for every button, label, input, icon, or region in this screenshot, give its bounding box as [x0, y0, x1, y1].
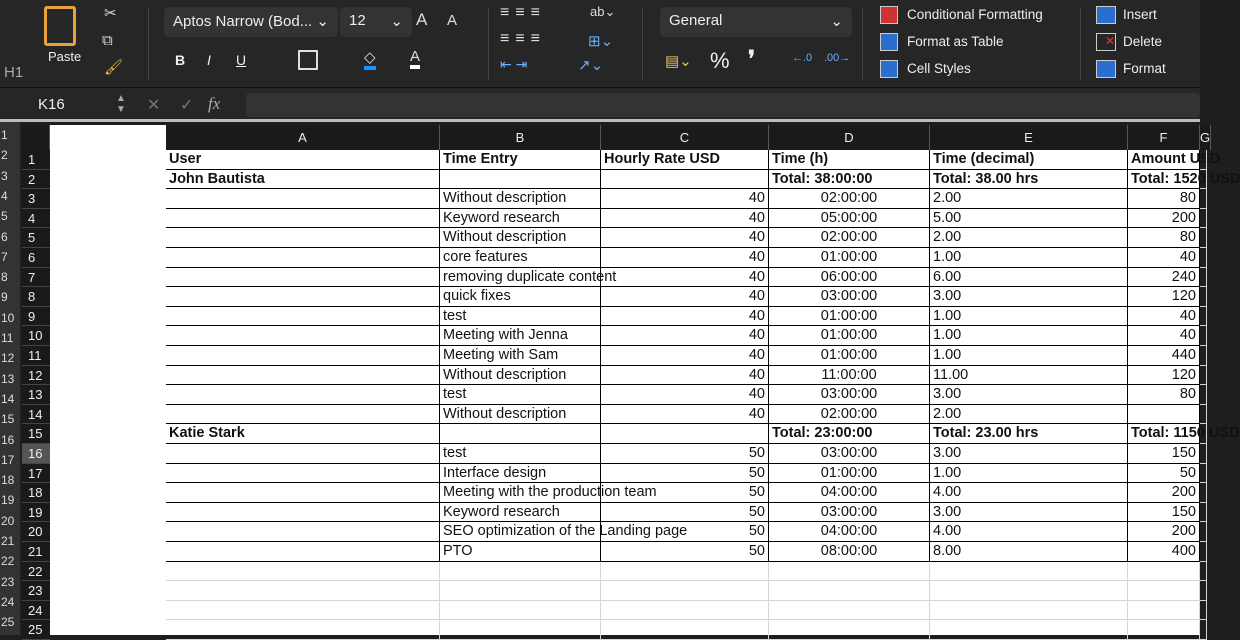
cell[interactable]: [1200, 424, 1207, 444]
cell[interactable]: [1200, 366, 1207, 386]
cell[interactable]: [930, 581, 1128, 601]
cell[interactable]: Interface design: [440, 464, 601, 484]
font-name: Aptos Narrow (Bod...: [173, 13, 313, 30]
background-row-number: 13: [1, 371, 15, 386]
background-row-headers: [0, 122, 20, 635]
cell[interactable]: [1200, 542, 1207, 562]
orientation-icon[interactable]: ↗⌄: [578, 57, 604, 74]
row-header[interactable]: 8: [22, 287, 50, 307]
italic-button[interactable]: I: [207, 52, 211, 68]
cell[interactable]: [166, 503, 440, 523]
background-row-number: 15: [1, 412, 15, 427]
cell[interactable]: [1200, 601, 1207, 621]
cell[interactable]: [1128, 581, 1200, 601]
enter-icon[interactable]: ✓: [180, 97, 194, 114]
cell[interactable]: test: [440, 307, 601, 327]
copy-icon[interactable]: ⧉: [102, 32, 113, 49]
cell[interactable]: [930, 601, 1128, 621]
cell[interactable]: Total: 23:00:00: [769, 424, 930, 444]
cell[interactable]: 40: [601, 346, 769, 366]
cell[interactable]: [440, 562, 601, 582]
cell[interactable]: 50: [601, 444, 769, 464]
column-header-D[interactable]: D: [769, 125, 930, 150]
cell[interactable]: 40: [601, 228, 769, 248]
cell[interactable]: 05:00:00: [769, 209, 930, 229]
cell[interactable]: [440, 581, 601, 601]
cell[interactable]: User: [166, 150, 440, 170]
background-row-number: 17: [1, 452, 15, 467]
cell[interactable]: [1128, 601, 1200, 621]
cell[interactable]: [1128, 562, 1200, 582]
row-header[interactable]: 9: [22, 307, 50, 327]
cell[interactable]: 1.00: [930, 346, 1128, 366]
cell[interactable]: [166, 385, 440, 405]
row-header[interactable]: 17: [22, 464, 50, 484]
cell[interactable]: 01:00:00: [769, 248, 930, 268]
ribbon: [0, 0, 1200, 88]
cell[interactable]: 4.00: [930, 522, 1128, 542]
row-header[interactable]: 23: [22, 581, 50, 601]
cell[interactable]: test: [440, 444, 601, 464]
cell[interactable]: 01:00:00: [769, 464, 930, 484]
cell[interactable]: [166, 464, 440, 484]
spreadsheet-grid[interactable]: [22, 125, 1240, 638]
cell[interactable]: 5.00: [930, 209, 1128, 229]
cell[interactable]: 240: [1128, 268, 1200, 288]
cell[interactable]: [440, 620, 601, 640]
cell[interactable]: 1.00: [930, 326, 1128, 346]
cell[interactable]: 50: [1128, 464, 1200, 484]
borders-icon[interactable]: [298, 50, 318, 70]
row-header[interactable]: 21: [22, 542, 50, 562]
cell[interactable]: 80: [1128, 385, 1200, 405]
background-row-number: 10: [1, 310, 15, 325]
column-header-E[interactable]: E: [930, 125, 1128, 150]
cell[interactable]: [166, 346, 440, 366]
cell[interactable]: [166, 326, 440, 346]
cell[interactable]: [1200, 581, 1207, 601]
background-row-number: 2: [1, 148, 8, 163]
paste-icon[interactable]: [44, 6, 76, 46]
cell[interactable]: 80: [1128, 228, 1200, 248]
cell[interactable]: 8.00: [930, 542, 1128, 562]
cell[interactable]: 40: [601, 209, 769, 229]
cell[interactable]: 03:00:00: [769, 503, 930, 523]
cell[interactable]: [166, 228, 440, 248]
background-label: H1: [4, 64, 24, 81]
row-header[interactable]: 12: [22, 366, 50, 386]
cell[interactable]: 50: [601, 522, 769, 542]
cell[interactable]: [769, 620, 930, 640]
cell[interactable]: [1200, 503, 1207, 523]
cell[interactable]: 02:00:00: [769, 189, 930, 209]
bold-button[interactable]: B: [175, 52, 186, 68]
background-row-number: 8: [1, 270, 8, 285]
cell[interactable]: Time (h): [769, 150, 930, 170]
cell[interactable]: 200: [1128, 209, 1200, 229]
decrease-font-icon[interactable]: A: [447, 12, 458, 29]
cell[interactable]: [166, 483, 440, 503]
cell[interactable]: [166, 620, 440, 640]
row-header[interactable]: 18: [22, 483, 50, 503]
number-format-select[interactable]: General ⌄: [660, 7, 852, 37]
underline-button[interactable]: U: [236, 52, 247, 68]
cell[interactable]: [166, 581, 440, 601]
background-row-number: 4: [1, 188, 8, 203]
cell[interactable]: [769, 601, 930, 621]
cell[interactable]: [769, 562, 930, 582]
cell[interactable]: 1.00: [930, 464, 1128, 484]
row-header[interactable]: 3: [22, 189, 50, 209]
cell[interactable]: 04:00:00: [769, 483, 930, 503]
cell[interactable]: 50: [601, 542, 769, 562]
formula-input[interactable]: [246, 93, 1200, 117]
cell[interactable]: [601, 581, 769, 601]
column-header-F[interactable]: F: [1128, 125, 1200, 150]
cell[interactable]: John Bautista: [166, 170, 440, 190]
cell[interactable]: [601, 620, 769, 640]
number-format: General: [669, 12, 723, 29]
background-row-number: 9: [1, 290, 8, 305]
format-button[interactable]: Format: [1123, 61, 1166, 76]
row-header[interactable]: 13: [22, 385, 50, 405]
decrease-decimal-icon[interactable]: .00→: [824, 52, 851, 64]
cell[interactable]: 50: [601, 483, 769, 503]
cell[interactable]: 11:00:00: [769, 366, 930, 386]
background-row-number: 1: [1, 128, 8, 142]
row-header[interactable]: 1: [22, 150, 50, 170]
cell[interactable]: 06:00:00: [769, 268, 930, 288]
cell[interactable]: 11.00: [930, 366, 1128, 386]
insert-button[interactable]: Insert: [1123, 7, 1157, 22]
cell[interactable]: 02:00:00: [769, 228, 930, 248]
percent-button[interactable]: %: [710, 48, 730, 73]
cell[interactable]: [1128, 620, 1200, 640]
indent-icons[interactable]: ⇤ ⇥: [500, 56, 528, 72]
cell[interactable]: 02:00:00: [769, 405, 930, 425]
cell[interactable]: [166, 307, 440, 327]
cell[interactable]: [601, 424, 769, 444]
cell[interactable]: 40: [601, 366, 769, 386]
background-row-number: 11: [1, 331, 14, 345]
cell[interactable]: 200: [1128, 483, 1200, 503]
cell[interactable]: [166, 542, 440, 562]
row-header[interactable]: 24: [22, 601, 50, 621]
cell[interactable]: 4.00: [930, 483, 1128, 503]
conditional-formatting-icon: [880, 6, 898, 24]
background-row-number: 22: [1, 554, 15, 569]
cell[interactable]: 40: [601, 385, 769, 405]
cell[interactable]: test: [440, 385, 601, 405]
cell[interactable]: [1200, 287, 1207, 307]
cell[interactable]: 3.00: [930, 444, 1128, 464]
cell[interactable]: [1200, 405, 1207, 425]
cell[interactable]: Amount USD: [1128, 150, 1200, 170]
row-header[interactable]: 11: [22, 346, 50, 366]
cell[interactable]: [166, 268, 440, 288]
cell[interactable]: 1.00: [930, 307, 1128, 327]
cell[interactable]: 40: [601, 248, 769, 268]
cell[interactable]: Time (decimal): [930, 150, 1128, 170]
cell[interactable]: [1200, 346, 1207, 366]
cell[interactable]: [440, 424, 601, 444]
cell[interactable]: [1200, 307, 1207, 327]
cell[interactable]: 80: [1128, 189, 1200, 209]
background-row-number: 19: [1, 493, 15, 508]
cell[interactable]: removing duplicate content: [440, 268, 601, 288]
cell[interactable]: 3.00: [930, 385, 1128, 405]
row-header[interactable]: 5: [22, 228, 50, 248]
cell[interactable]: 440: [1128, 346, 1200, 366]
cell-styles-icon: [880, 60, 898, 78]
name-box-stepper[interactable]: ▲ ▼: [116, 93, 126, 115]
cell[interactable]: 120: [1128, 287, 1200, 307]
cell[interactable]: [1200, 483, 1207, 503]
cell[interactable]: core features: [440, 248, 601, 268]
cell[interactable]: [1200, 562, 1207, 582]
row-header[interactable]: 22: [22, 562, 50, 582]
font-color-icon[interactable]: A: [410, 48, 420, 69]
name-box[interactable]: K16: [38, 96, 65, 113]
format-as-table-icon: [880, 33, 898, 51]
cell[interactable]: 6.00: [930, 268, 1128, 288]
cell[interactable]: 01:00:00: [769, 326, 930, 346]
cell[interactable]: Time Entry: [440, 150, 601, 170]
row-header[interactable]: 4: [22, 209, 50, 229]
cell[interactable]: Total: 38.00 hrs: [930, 170, 1128, 190]
paste-button[interactable]: Paste: [48, 49, 82, 64]
cell[interactable]: 50: [601, 503, 769, 523]
row-header[interactable]: 20: [22, 522, 50, 542]
cell[interactable]: 03:00:00: [769, 385, 930, 405]
cell[interactable]: 400: [1128, 542, 1200, 562]
cell[interactable]: 2.00: [930, 405, 1128, 425]
cell[interactable]: 03:00:00: [769, 287, 930, 307]
cell[interactable]: Keyword research: [440, 503, 601, 523]
cell[interactable]: [166, 248, 440, 268]
align-icons[interactable]: ≡≡≡: [500, 4, 547, 21]
cell[interactable]: Total: 1150 USD: [1128, 424, 1200, 444]
cell[interactable]: SEO optimization of the Landing page: [440, 522, 601, 542]
wrap-text-icon[interactable]: ab⌄: [590, 4, 616, 19]
cell[interactable]: 150: [1128, 503, 1200, 523]
cell[interactable]: [166, 601, 440, 621]
cell[interactable]: Meeting with the production team: [440, 483, 601, 503]
cell[interactable]: Without description: [440, 366, 601, 386]
cell[interactable]: [930, 562, 1128, 582]
cell[interactable]: 200: [1128, 522, 1200, 542]
increase-decimal-icon[interactable]: ←.0: [792, 52, 813, 64]
cell[interactable]: [1200, 326, 1207, 346]
cell[interactable]: 2.00: [930, 228, 1128, 248]
cell[interactable]: [166, 562, 440, 582]
cell[interactable]: [1200, 385, 1207, 405]
background-row-number: 3: [1, 168, 8, 183]
cell[interactable]: Hourly Rate USD: [601, 150, 769, 170]
column-header-B[interactable]: B: [440, 125, 601, 150]
cell[interactable]: [440, 170, 601, 190]
comma-button[interactable]: ❜: [748, 46, 756, 71]
cell[interactable]: quick fixes: [440, 287, 601, 307]
background-row-number: 24: [1, 594, 15, 609]
cell[interactable]: [1200, 150, 1207, 170]
cell[interactable]: 01:00:00: [769, 307, 930, 327]
cell[interactable]: 120: [1128, 366, 1200, 386]
cell[interactable]: 40: [1128, 307, 1200, 327]
background-row-number: 7: [1, 249, 8, 264]
cell[interactable]: [166, 522, 440, 542]
row-header[interactable]: 2: [22, 170, 50, 190]
format-icon: [1096, 60, 1116, 78]
cell[interactable]: 40: [601, 189, 769, 209]
increase-font-icon[interactable]: A: [416, 10, 428, 29]
cell[interactable]: Keyword research: [440, 209, 601, 229]
cell[interactable]: [166, 287, 440, 307]
cell-styles-button[interactable]: Cell Styles: [907, 61, 971, 76]
row-header[interactable]: 6: [22, 248, 50, 268]
cell[interactable]: Without description: [440, 228, 601, 248]
row-header[interactable]: 16: [22, 444, 50, 464]
row-header[interactable]: 25: [22, 620, 50, 640]
column-header-C[interactable]: C: [601, 125, 769, 150]
cell[interactable]: 40: [601, 307, 769, 327]
insert-function-button[interactable]: fx: [208, 94, 221, 113]
background-row-number: 6: [1, 229, 8, 244]
cell[interactable]: [601, 170, 769, 190]
cell[interactable]: [440, 601, 601, 621]
background-row-number: 25: [1, 615, 15, 630]
row-header[interactable]: 19: [22, 503, 50, 523]
cell[interactable]: 2.00: [930, 189, 1128, 209]
background-row-number: 21: [1, 534, 15, 548]
cell[interactable]: 40: [1128, 326, 1200, 346]
cell[interactable]: [1200, 248, 1207, 268]
cell[interactable]: 01:00:00: [769, 346, 930, 366]
cell[interactable]: [601, 601, 769, 621]
cell[interactable]: Total: 23.00 hrs: [930, 424, 1128, 444]
row-header[interactable]: 10: [22, 326, 50, 346]
cell[interactable]: 40: [601, 287, 769, 307]
cell[interactable]: [166, 444, 440, 464]
font-name-select[interactable]: Aptos Narrow (Bod... ⌄: [164, 7, 338, 37]
cell[interactable]: [1200, 522, 1207, 542]
column-header-G[interactable]: G: [1200, 125, 1211, 150]
cell[interactable]: [930, 620, 1128, 640]
row-header[interactable]: 7: [22, 268, 50, 288]
font-size-select[interactable]: 12 ⌄: [340, 7, 412, 37]
cell[interactable]: [166, 189, 440, 209]
cell[interactable]: 40: [601, 326, 769, 346]
background-row-number: 23: [1, 574, 15, 589]
cell[interactable]: 150: [1128, 444, 1200, 464]
cell[interactable]: [1200, 170, 1207, 190]
cell[interactable]: [166, 405, 440, 425]
cell[interactable]: [166, 209, 440, 229]
format-as-table-button[interactable]: Format as Table: [907, 34, 1004, 49]
cell[interactable]: [1200, 464, 1207, 484]
cell[interactable]: Meeting with Sam: [440, 346, 601, 366]
select-all-corner[interactable]: [22, 125, 50, 150]
cell[interactable]: Katie Stark: [166, 424, 440, 444]
delete-icon: ✕: [1096, 33, 1116, 51]
background-row-number: 16: [1, 432, 15, 447]
cell[interactable]: Without description: [440, 189, 601, 209]
font-size: 12: [349, 12, 366, 29]
cancel-icon[interactable]: ✕: [147, 97, 161, 114]
cell[interactable]: Without description: [440, 405, 601, 425]
cell[interactable]: Total: 1520 USD: [1128, 170, 1200, 190]
fill-color-icon[interactable]: ◇: [364, 48, 376, 70]
accounting-icon[interactable]: ▤⌄: [665, 53, 692, 70]
background-row-number: 18: [1, 473, 15, 488]
cell[interactable]: 3.00: [930, 287, 1128, 307]
insert-icon: [1096, 6, 1116, 24]
delete-button[interactable]: Delete: [1123, 34, 1163, 49]
cell[interactable]: 40: [1128, 248, 1200, 268]
background-row-number: 12: [1, 351, 15, 366]
cell[interactable]: [1200, 620, 1207, 640]
cell[interactable]: 3.00: [930, 503, 1128, 523]
cell[interactable]: 1.00: [930, 248, 1128, 268]
cell[interactable]: [166, 366, 440, 386]
cell[interactable]: 08:00:00: [769, 542, 930, 562]
column-header-A[interactable]: A: [166, 125, 440, 150]
cell[interactable]: [1128, 405, 1200, 425]
cell[interactable]: [1200, 189, 1207, 209]
cell[interactable]: [1200, 268, 1207, 288]
cell[interactable]: Meeting with Jenna: [440, 326, 601, 346]
background-row-number: 14: [1, 391, 15, 406]
cell[interactable]: 03:00:00: [769, 444, 930, 464]
align-horizontal-icons[interactable]: ≡≡≡: [500, 30, 547, 47]
cell[interactable]: 40: [601, 268, 769, 288]
background-row-number: 20: [1, 513, 15, 528]
cell[interactable]: PTO: [440, 542, 601, 562]
cell[interactable]: [769, 581, 930, 601]
conditional-formatting-button[interactable]: Conditional Formatting: [907, 7, 1043, 22]
merge-icon[interactable]: ⊞⌄: [588, 33, 614, 50]
row-header[interactable]: 15: [22, 424, 50, 444]
cell[interactable]: 04:00:00: [769, 522, 930, 542]
cell[interactable]: [1200, 228, 1207, 248]
cell[interactable]: Total: 38:00:00: [769, 170, 930, 190]
cell[interactable]: 50: [601, 464, 769, 484]
cell[interactable]: [1200, 444, 1207, 464]
row-header[interactable]: 14: [22, 405, 50, 425]
format-painter-icon[interactable]: 🖌: [104, 59, 124, 76]
background-row-number: 5: [1, 209, 8, 224]
cell[interactable]: [601, 562, 769, 582]
cut-icon[interactable]: ✂: [104, 5, 117, 22]
cell[interactable]: 40: [601, 405, 769, 425]
cell[interactable]: [1200, 209, 1207, 229]
